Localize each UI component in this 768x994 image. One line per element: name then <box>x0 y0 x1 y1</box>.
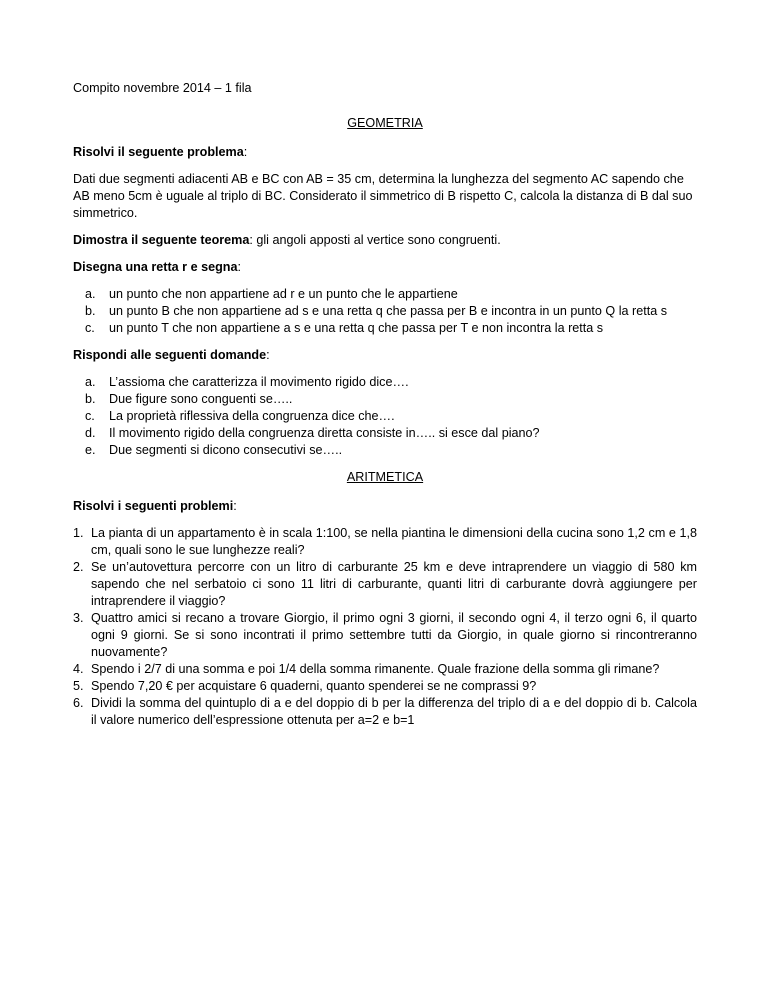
questions-list <box>73 374 697 459</box>
draw-instruction: Disegna una retta r e segna: <box>73 260 241 274</box>
problems-label: Risolvi i seguenti problemi <box>73 499 234 513</box>
list-item <box>73 320 697 337</box>
list-text: un punto che non appartiene ad r e un punto che le appartiene <box>109 287 458 301</box>
list-item <box>73 442 697 459</box>
list-marker: 4. <box>73 662 84 676</box>
list-item <box>73 374 697 391</box>
list-text: Dividi la somma del quintuplo di a e del doppio di b per la differenza del triplo di a e del doppio di b. Calcola il valore numerico dell’espressione ottenuta per a=2 e b=1 <box>91 696 697 727</box>
list-text: un punto B che non appartiene ad s e una retta q che passa per B e incontra in un punto Q la retta s <box>109 304 667 318</box>
list-item <box>73 610 697 661</box>
geometria-heading: GEOMETRIA <box>347 116 423 130</box>
aritmetica-heading: ARITMETICA <box>346 470 424 484</box>
list-item <box>73 695 697 729</box>
document-title: Compito novembre 2014 – 1 fila <box>73 81 252 95</box>
draw-list <box>73 286 697 337</box>
draw-label: Disegna una retta r e segna <box>73 260 238 274</box>
list-marker: b. <box>85 392 96 406</box>
problem-label: Risolvi il seguente problema <box>73 145 244 159</box>
list-marker: c. <box>85 321 95 335</box>
list-marker: 3. <box>73 611 84 625</box>
list-item <box>73 661 697 678</box>
list-text: un punto T che non appartiene a s e una retta q che passa per T e non incontra la retta s <box>109 321 604 335</box>
list-text: Quattro amici si recano a trovare Giorgio, il primo ogni 3 giorni, il secondo ogni 4, il terzo ogni 6, il quarto ogni 9 giorni. Se si sono incontrati il primo settembre tutti da Giorgio, in quale giorno si rincontreranno nuovamente? <box>91 611 697 659</box>
list-marker: 2. <box>73 560 84 574</box>
list-text: Spendo 7,20 € per acquistare 6 quaderni, quanto spenderei se ne comprassi 9? <box>91 679 537 693</box>
list-marker: b. <box>85 304 96 318</box>
document-page <box>73 80 697 739</box>
list-marker: d. <box>85 426 96 440</box>
list-item <box>73 678 697 695</box>
list-marker: 5. <box>73 679 84 693</box>
list-item <box>73 559 697 610</box>
list-text: Spendo i 2/7 di una somma e poi 1/4 della somma rimanente. Quale frazione della somma gli rimane? <box>91 662 660 676</box>
problem-instruction: Risolvi il seguente problema: <box>73 145 248 159</box>
list-marker: 1. <box>73 526 84 540</box>
list-marker: a. <box>85 287 96 301</box>
list-item <box>73 408 697 425</box>
list-text: Due segmenti si dicono consecutivi se….. <box>109 443 343 457</box>
list-item <box>73 391 697 408</box>
theorem-text: : gli angoli apposti al vertice sono congruenti. <box>249 233 501 247</box>
list-item <box>73 425 697 442</box>
list-marker: e. <box>85 443 96 457</box>
theorem-instruction <box>73 232 697 249</box>
list-item <box>73 303 697 320</box>
list-item <box>73 286 697 303</box>
problems-instruction: Risolvi i seguenti problemi: <box>73 499 237 513</box>
list-marker: a. <box>85 375 96 389</box>
list-text: Se un’autovettura percorre con un litro di carburante 25 km e deve intraprendere un viaggio di 580 km sapendo che nel serbatoio ci sono 11 litri di carburante, quanti litri di carburante dovrà aggiungere per intraprendere il viaggio? <box>91 560 697 608</box>
questions-instruction: Rispondi alle seguenti domande: <box>73 348 270 362</box>
list-text: La proprietà riflessiva della congruenza dice che…. <box>109 409 395 423</box>
list-text: Il movimento rigido della congruenza diretta consiste in….. si esce dal piano? <box>109 426 540 440</box>
questions-label: Rispondi alle seguenti domande <box>73 348 267 362</box>
list-item <box>73 525 697 559</box>
theorem-label: Dimostra il seguente teorema <box>73 233 250 247</box>
problem-text: Dati due segmenti adiacenti AB e BC con AB = 35 cm, determina la lunghezza del segmento AC sapendo che AB meno 5cm è uguale al triplo di BC. Considerato il simmetrico di B rispetto C, calcola la distanza di B dal suo simmetrico. <box>73 172 693 220</box>
list-marker: c. <box>85 409 95 423</box>
list-text: L’assioma che caratterizza il movimento rigido dice…. <box>109 375 409 389</box>
list-marker: 6. <box>73 696 84 710</box>
problems-list <box>73 525 697 729</box>
list-text: La pianta di un appartamento è in scala 1:100, se nella piantina le dimensioni della cucina sono 1,2 cm e 1,8 cm, quali sono le sue lunghezze reali? <box>91 526 697 557</box>
list-text: Due figure sono conguenti se….. <box>109 392 293 406</box>
